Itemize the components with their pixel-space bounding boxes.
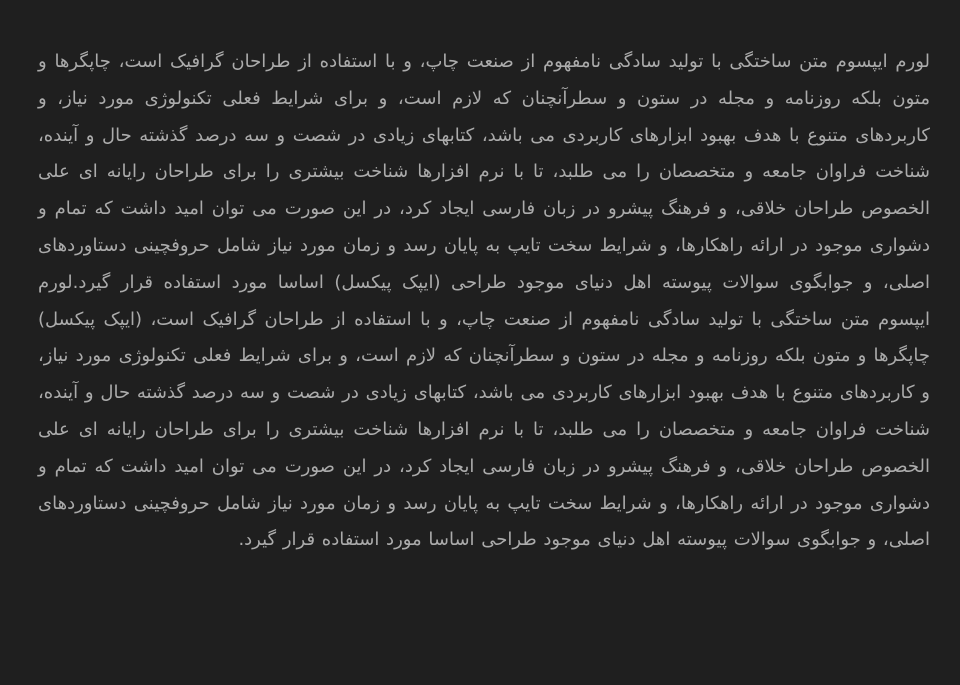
body-paragraph: لورم ایپسوم متن ساختگی با تولید سادگی نامفهوم از صنعت چاپ، و با استفاده از طراحان گرافیک است، چاپگرها و متون بلکه روزنامه و مجله در ستون و سطرآنچنان که لازم است، و برای شرایط فعلی تکنولوژی مورد نیاز، و کاربردهای متنوع با هدف بهبود ابزارهای کاربردی می باشد، کتابهای زیادی در شصت و سه درصد گذشته حال و آینده، شناخت فراوان جامعه و متخصصان را می طلبد، تا با نرم افزارها شناخت بیشتری را برای طراحان رایانه ای علی الخصوص طراحان خلاقی، و فرهنگ پیشرو در زبان فارسی ایجاد کرد، در این صورت می توان امید داشت که تمام و دشواری موجود در ارائه راهکارها، و شرایط سخت تایپ به پایان رسد و زمان مورد نیاز شامل حروفچینی دستاوردهای اصلی، و جوابگوی سوالات پیوسته اهل دنیای موجود طراحی (ایپک پیکسل) اساسا مورد استفاده قرار گیرد.لورم ایپسوم متن ساختگی با تولید سادگی نامفهوم از صنعت چاپ، و با استفاده از طراحان گرافیک است، (ایپک پیکسل) چاپگرها و متون بلکه روزنامه و مجله در ستون و سطرآنچنان که لازم است، و برای شرایط فعلی تکنولوژی مورد نیاز، و کاربردهای متنوع با هدف بهبود ابزارهای کاربردی می باشد، کتابهای زیادی در شصت و سه درصد گذشته حال و آینده، شناخت فراوان جامعه و متخصصان را می طلبد، تا با نرم افزارها شناخت بیشتری را برای طراحان رایانه ای علی الخصوص طراحان خلاقی، و فرهنگ پیشرو در زبان فارسی ایجاد کرد، در این صورت می توان امید داشت که تمام و دشواری موجود در ارائه راهکارها، و شرایط سخت تایپ به پایان رسد و زمان مورد نیاز شامل حروفچینی دستاوردهای اصلی، و جوابگوی سوالات پیوسته اهل دنیای موجود طراحی اساسا مورد استفاده قرار گیرد. [38,51,930,551]
